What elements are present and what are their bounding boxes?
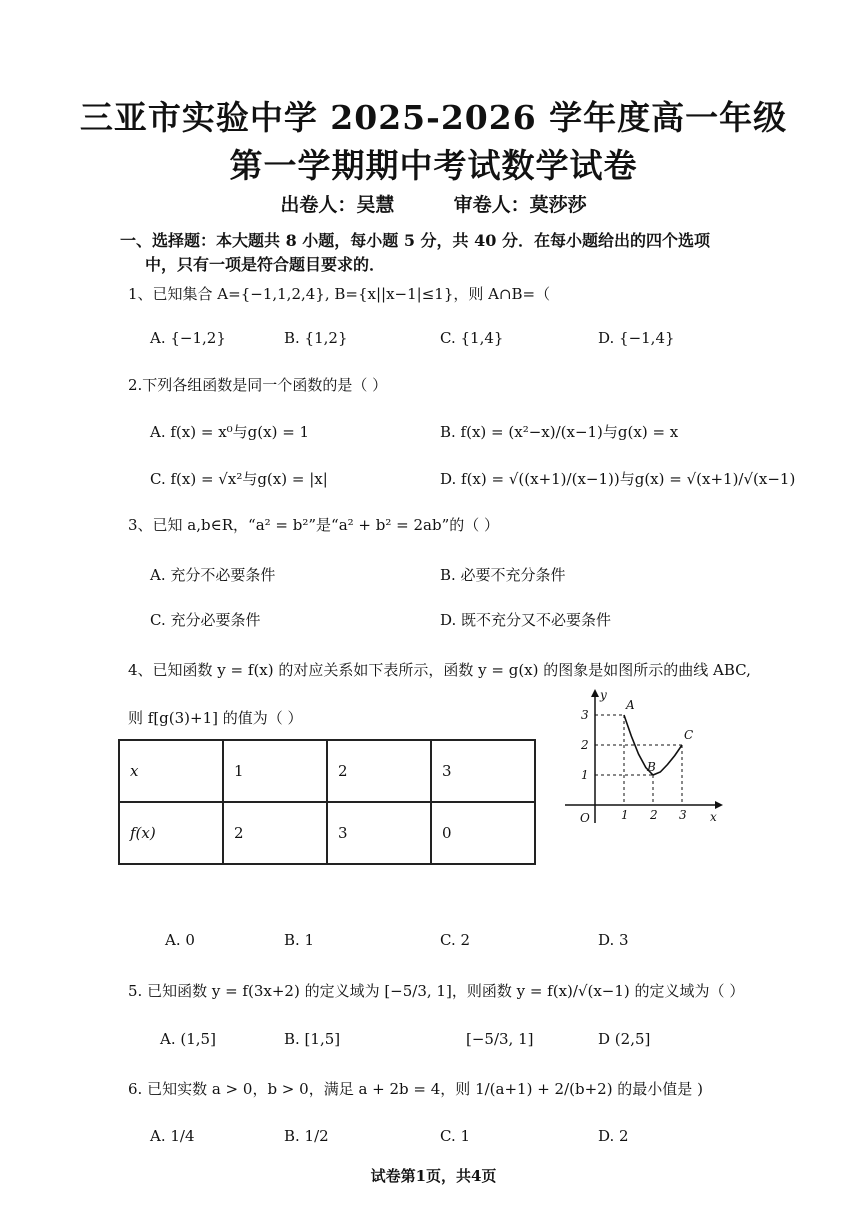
- page-footer: 试卷第1页，共4页: [370, 1167, 497, 1185]
- q6-option-b: B. 1/2: [284, 1127, 329, 1145]
- q6-option-c: C. 1: [440, 1127, 471, 1145]
- table-cell: x: [119, 740, 223, 802]
- section-heading-line2: 中，只有一项是符合题目要求的．: [145, 255, 386, 274]
- q6-option-a: A. 1/4: [150, 1127, 195, 1145]
- q5-stem: 5. 已知函数 y = f(3x+2) 的定义域为 [−5/3, 1]，则函数 y = f(x)/√(x−1) 的定义域为（ ）: [128, 982, 745, 1000]
- reviewer-name: 审卷人：莫莎莎: [453, 194, 587, 216]
- table-row: [119, 740, 535, 802]
- q5-option-c: [−5/3, 1]: [466, 1030, 534, 1048]
- q4-stem-line2: 则 f[g(3)+1] 的值为（ ）: [128, 709, 303, 727]
- q4-option-a: A. 0: [165, 931, 195, 949]
- authors-line: [0, 190, 867, 217]
- exam-title-line2: 第一学期期中考试数学试卷: [229, 146, 638, 185]
- table-cell: 2: [223, 802, 327, 864]
- q4-option-b: B. 1: [284, 931, 315, 949]
- x-tick-label: 3: [679, 808, 687, 822]
- q2-option-d: D. f(x) = √((x+1)/(x−1))与g(x) = √(x+1)/√(x−1): [440, 470, 796, 488]
- point-label-c: C: [684, 728, 694, 742]
- y-axis-arrow: [591, 689, 599, 697]
- q1-option-a: A. {−1,2}: [150, 329, 226, 347]
- q3-option-d: D. 既不充分又不必要条件: [440, 611, 612, 629]
- table-cell: f(x): [119, 802, 223, 864]
- q1-stem: 1、已知集合 A={−1,1,2,4}, B={x||x−1|≤1}，则 A∩B=（: [128, 285, 551, 303]
- q1-option-d: D. {−1,4}: [598, 329, 675, 347]
- q6-option-d: D. 2: [598, 1127, 629, 1145]
- section-heading-line1: 一、选择题：本大题共 8 小题，每小题 5 分，共 40 分．在每小题给出的四个选项: [120, 231, 710, 250]
- table-cell: 3: [431, 740, 535, 802]
- q4-option-c: C. 2: [440, 931, 471, 949]
- table-cell: 0: [431, 802, 535, 864]
- table-row: [119, 802, 535, 864]
- q1-option-c: C. {1,4}: [440, 329, 504, 347]
- y-tick-label: 2: [581, 738, 589, 752]
- q3-option-b: B. 必要不充分条件: [440, 566, 566, 584]
- q2-option-b: B. f(x) = (x²−x)/(x−1)与g(x) = x: [440, 423, 679, 441]
- y-tick-label: 3: [581, 708, 589, 722]
- q3-stem: 3、已知 a,b∈R，“a² = b²”是“a² + b² = 2ab”的（ ）: [128, 516, 500, 534]
- y-tick-label: 1: [581, 768, 589, 782]
- q1-option-b: B. {1,2}: [284, 329, 348, 347]
- table-cell: 2: [327, 740, 431, 802]
- x-axis-arrow: [715, 801, 723, 809]
- q4-graph: [560, 685, 725, 830]
- point-label-a: A: [626, 698, 635, 712]
- table-cell: 1: [223, 740, 327, 802]
- q5-option-b: B. [1,5]: [284, 1030, 341, 1048]
- q6-stem: 6. 已知实数 a > 0，b > 0，满足 a + 2b = 4，则 1/(a+1) + 2/(b+2) 的最小值是 ): [128, 1080, 703, 1098]
- exam-title-line1: 三亚市实验中学 2025-2026 学年度高一年级: [79, 98, 788, 137]
- q5-option-a: A. (1,5]: [160, 1030, 216, 1048]
- table-cell: 3: [327, 802, 431, 864]
- q3-option-a: A. 充分不必要条件: [150, 566, 276, 584]
- q2-stem: 2.下列各组函数是同一个函数的是（ ）: [128, 376, 388, 394]
- x-axis-label: x: [710, 810, 717, 824]
- author-name: 出卷人：吴慧: [280, 194, 395, 216]
- q4-value-table: [118, 739, 536, 865]
- q3-option-c: C. 充分必要条件: [150, 611, 261, 629]
- origin-label: O: [580, 811, 590, 825]
- q2-option-c: C. f(x) = √x²与g(x) = |x|: [150, 470, 328, 488]
- q4-option-d: D. 3: [598, 931, 629, 949]
- q5-option-d: D (2,5]: [598, 1030, 651, 1048]
- q4-stem-line1: 4、已知函数 y = f(x) 的对应关系如下表所示，函数 y = g(x) 的图象是如图所示的曲线 ABC,: [128, 661, 751, 679]
- y-axis-label: y: [600, 688, 607, 702]
- point-label-b: B: [647, 760, 656, 774]
- q2-option-a: A. f(x) = x⁰与g(x) = 1: [150, 423, 310, 441]
- x-tick-label: 2: [650, 808, 658, 822]
- x-tick-label: 1: [621, 808, 629, 822]
